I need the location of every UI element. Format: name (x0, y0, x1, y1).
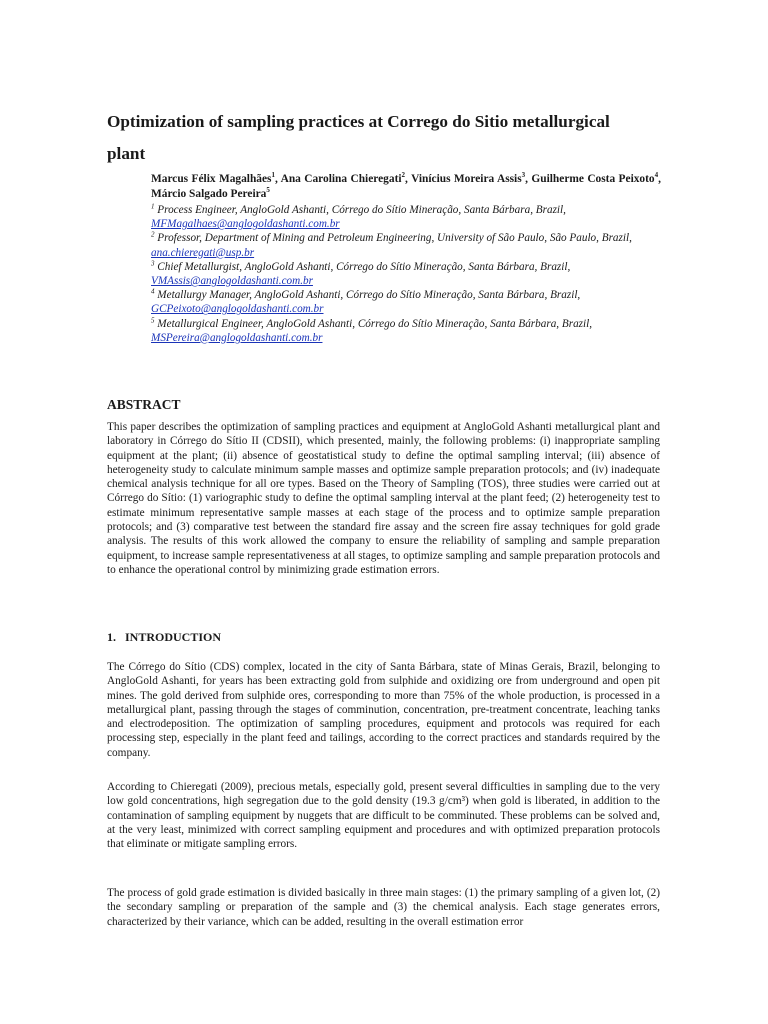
email-link[interactable]: MSPereira@anglogoldashanti.com.br (151, 331, 323, 344)
author: Guilherme Costa Peixoto$^4$, (531, 171, 661, 185)
email-link[interactable]: MFMagalhaes@anglogoldashanti.com.br (151, 218, 340, 231)
affiliation: $^1$ Process Engineer, AngloGold Ashanti, Córrego do Sítio Mineração, Santa Bárbara, Brazil, MFMagalhaes@anglogoldashanti.com.br (151, 202, 566, 231)
affiliation-list (151, 203, 661, 345)
abstract-text: This paper describes the optimization of sampling practices and equipment at AngloGold Ashanti metallurgical plant and laboratory in Córrego do Sítio II (CDSII), which presented, mainly, the following problems: (i) inappropriate sampling equipment at the plant; (ii) absence of geostatistical study to define the optimal sampling interval; (iii) absence of heterogeneity study to calculate minimum sample masses and optimize sample preparation protocols; and (iv) inadequate chemical analysis technique for all ore types. Based on the Theory of Sampling (TOS), three studies were carried out at Córrego do Sítio: (1) variographic study to define the optimal sampling interval at the plant feed; (2) heterogeneity test to estimate minimum representative sample masses at each stage of the process and to optimize sample preparation protocols; and (3) comparative test between the standard fire assay and the screen fire assay techniques for gold grade analysis. The results of this work allowed the company to ensure the reliability of sampling and sample preparation equipment, to increase sample representativeness at all stages, to optimize sampling and sample preparation protocols and to enhance the operational control by minimizing grade estimation errors. (107, 421, 660, 576)
affiliation: $^4$ Metallurgy Manager, AngloGold Ashanti, Córrego do Sítio Mineração, Santa Bárbara, Brazil, GCPeixoto@anglogoldashanti.com.br (151, 287, 581, 316)
affiliation: $^3$ Chief Metallurgist, AngloGold Ashanti, Córrego do Sítio Mineração, Santa Bárbara, Brazil, VMAssis@anglogoldashanti.com.br (151, 259, 571, 288)
email-link[interactable]: ana.chieregati@usp.br (151, 246, 255, 259)
email-link[interactable]: VMAssis@anglogoldashanti.com.br (151, 275, 313, 288)
author: Ana Carolina Chieregati$^2$, (280, 171, 412, 185)
intro-paragraph: According to Chieregati (2009), precious metals, especially gold, present several difficulties in sampling due to the very low gold concentrations, high segregation due to the gold density (19.3 g/cm³) when gold is liberated, in addition to the contamination of sampling equipment by nuggets that are difficult to be comminuted. These problems can be solved and, at the very least, minimized with correct sampling equipment and procedures and with optimized preparation protocols that eliminate or mitigate sampling errors. (107, 781, 660, 851)
introduction-heading: 1. INTRODUCTION (107, 630, 222, 644)
abstract-heading: ABSTRACT (107, 397, 181, 412)
author: Márcio Salgado Pereira$^5$ (151, 186, 270, 200)
author: Marcus Félix Magalhães$^1$, (151, 171, 281, 185)
email-link[interactable]: GCPeixoto@anglogoldashanti.com.br (151, 303, 324, 316)
affiliation: $^5$ Metallurgical Engineer, AngloGold Ashanti, Córrego do Sítio Mineração, Santa Bárbara, Brazil, MSPereira@anglogoldashanti.com.br (151, 315, 593, 344)
intro-paragraph: The process of gold grade estimation is divided basically in three main stages: (1) the primary sampling of a given lot, (2) the secondary sampling or preparation of the sample and (3) the chemical analysis. Each stage generates errors, characterized by their variance, which can be added, resulting in the overall estimation error (107, 887, 660, 928)
author: Vinícius Moreira Assis$^3$, (411, 171, 532, 185)
paper-title: Optimization of sampling practices at Corrego do Sitio metallurgical plant (107, 112, 610, 163)
author-list (151, 172, 661, 202)
intro-paragraph: The Córrego do Sítio (CDS) complex, located in the city of Santa Bárbara, state of Minas Gerais, Brazil, belonging to AngloGold Ashanti, for years has been extracting gold from sulphide and oxidizing ore from underground and open pit mines. The gold derived from sulphide ores, corresponding to more than 75% of the whole production, is processed in a metallurgical plant, passing through the stages of comminution, concentration, pre-treatment concentrate, leaching tanks and electrodeposition. The optimization of sampling procedures, equipment and protocols was required for each processing step, especially in the plant feed and tailings, according to the correct practices and standards required by the company. (107, 661, 660, 759)
affiliation: $^2$ Professor, Department of Mining and Petroleum Engineering, University of São Paulo, São Paulo, Brazil, ana.chieregati@usp.br (151, 230, 632, 259)
